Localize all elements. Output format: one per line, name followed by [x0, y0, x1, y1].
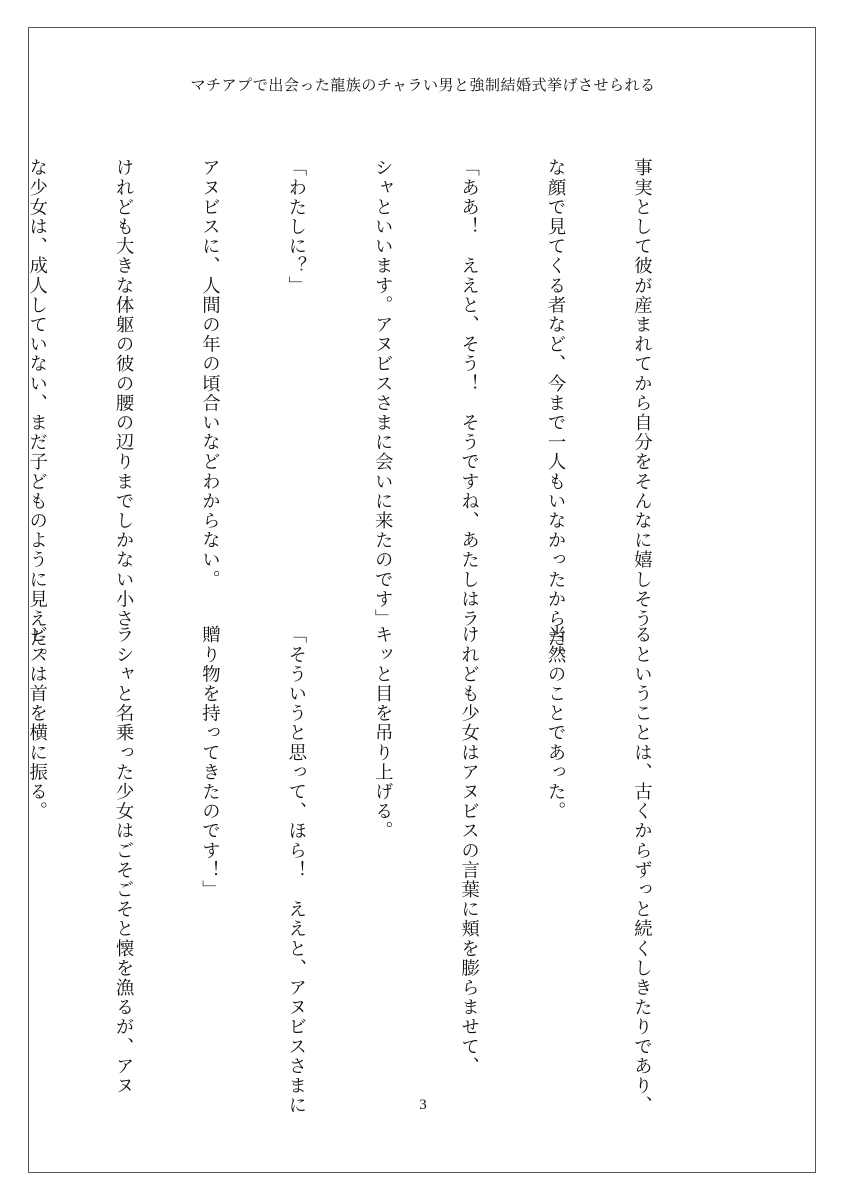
text-line: るということは、古くからずっと続くしきたりであり、 [631, 625, 653, 1115]
text-line: 「わたしに？」 [285, 158, 307, 296]
text-line: ラシャと名乗った少女はごそごそと懐を漁るが、アヌ [113, 625, 135, 1096]
text-line: けれども大きな体躯の彼の腰の辺りまでしかない小さ [113, 158, 135, 629]
text-line: 「ああ！ ええと、そう！ そうですね、あたしはラ [458, 158, 480, 629]
text-line: な顔で見てくる者など、今まで一人もいなかったからだ。 [545, 158, 567, 668]
upper-text-block [0, 158, 713, 668]
lower-text-block [0, 625, 713, 1115]
page-number: 3 [419, 1097, 427, 1113]
text-line: 「そういうと思って、ほら！ ええと、アヌビスさまに [285, 625, 307, 1115]
text-line: な少女は、成人していない、まだ子どものように見えた。 [26, 158, 48, 668]
text-line: 当然のことであった。 [545, 625, 567, 821]
text-line: ビスは首を横に振る。 [26, 625, 48, 821]
text-line: シャといいます。アヌビスさまに会いに来たのです」 [372, 158, 394, 629]
running-head: マチアプで出会った龍族のチャラい男と強制結婚式挙げさせられる [190, 76, 656, 94]
text-line: 事実として彼が産まれてから自分をそんなに嬉しそう [631, 158, 653, 629]
text-line: けれども少女はアヌビスの言葉に頬を膨らませて、 [458, 625, 480, 1076]
text-line: 贈り物を持ってきたのです！」 [199, 625, 221, 900]
text-line: キッと目を吊り上げる。 [372, 625, 394, 841]
text-line: アヌビスに、人間の年の頃合いなどわからない。 [199, 158, 221, 590]
